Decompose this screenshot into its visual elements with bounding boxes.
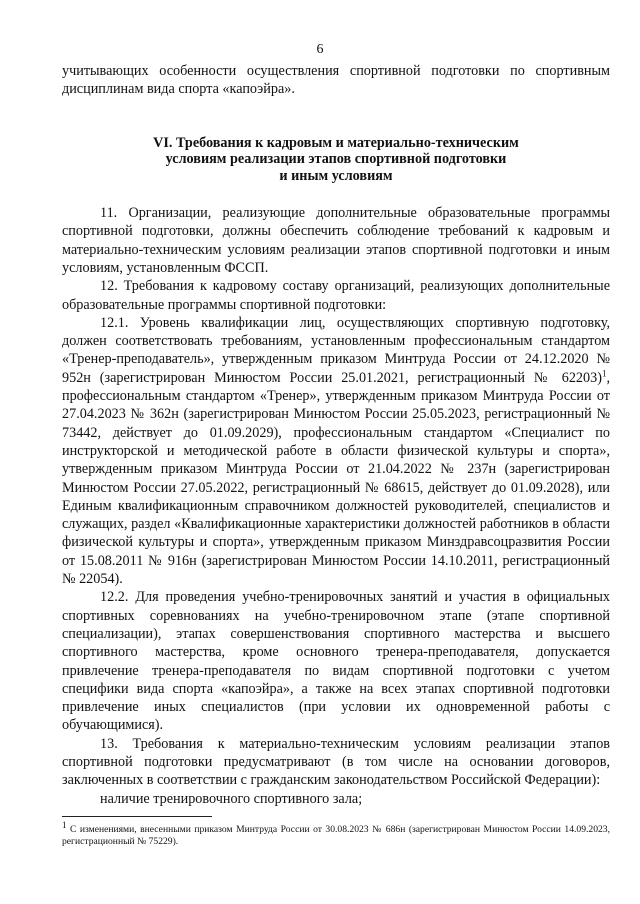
section-heading-line-3: и иным условиям	[279, 167, 393, 184]
section-heading-line-2: условиям реализации этапов спортивной подготовки	[165, 151, 507, 168]
paragraph-12-1-part-a: 12.1. Уровень квалификации лиц, осуществляющих спортивную подготовку, должен соответствовать требованиям, установленным профессиональным стандартом «Тренер-преподаватель», утвержденным приказом Минтруда России от 24.12.2020 № 952н (зарегистрирован Минюстом России 25.01.2021, регистрационный № 62203)	[62, 314, 610, 386]
footnote-marker: 1	[62, 819, 67, 830]
paragraph-12: 12. Требования к кадровому составу организаций, реализующих дополнительные образовательные программы спортивной подготовки:	[62, 278, 610, 313]
intro-paragraph: учитывающих особенности осуществления спортивной подготовки по спортивным дисциплинам вида спорта «капоэйра».	[62, 63, 610, 98]
footnote	[62, 819, 610, 848]
paragraph-12-1-part-b: , профессиональным стандартом «Тренер», утвержденным приказом Минтруда России от 27.04.2023 № 362н (зарегистрирован Минюстом России 25.05.2023, регистрационный № 73442, действует до 01.09.2029), профессиональным стандартом «Специалист по инструкторской и методической работе в области физической культуры и спорта», утвержденным приказом Минтруда России от 21.04.2022 № 237н (зарегистрирован Минюстом России 27.05.2022, регистрационный № 68615, действует до 01.09.2028), или Единым квалификационным справочником должностей руководителей, специалистов и служащих, раздел «Квалификационные характеристики должностей работников в области физической культуры и спорта», утвержденным приказом Минздравсоцразвития России от 15.08.2011 № 916н (зарегистрирован Минюстом России 14.10.2011, регистрационный № 22054).	[62, 369, 610, 588]
section-heading-line-1: VI. Требования к кадровым и материально-техническим	[153, 134, 519, 151]
footnote-reference: 1	[601, 368, 607, 379]
paragraph-12-1	[62, 314, 610, 588]
footnote-divider	[62, 816, 212, 817]
list-item-training-hall: наличие тренировочного спортивного зала;	[100, 790, 363, 807]
document-body	[62, 62, 610, 808]
section-heading	[62, 135, 610, 185]
page-number: 6	[316, 42, 324, 57]
footnote-text: С изменениями, внесенными приказом Минтруда России от 30.08.2023 № 686н (зарегистрирован Минюстом России 14.09.2023, регистрационный № 75229).	[62, 824, 610, 847]
paragraph-11: 11. Организации, реализующие дополнительные образовательные программы спортивной подготовки, должны обеспечить соблюдение требований к кадровым и материально-техническим условиям реализации этапов спортивной подготовки и иным условиям, установленным ФССП.	[62, 205, 610, 276]
paragraph-12-2: 12.2. Для проведения учебно-тренировочных занятий и участия в официальных спортивных соревнованиях на учебно-тренировочном этапе (этапе спортивной специализации), этапах совершенствования спортивного мастерства и высшего спортивного мастерства, кроме основного тренера-преподавателя, допускается привлечение тренера-преподавателя по видам спортивной подготовки с учетом специфики вида спорта «капоэйра», а также на всех этапах спортивной подготовки привлечение иных специалистов (при условии их одновременной работы с обучающимися).	[62, 589, 610, 734]
paragraph-13: 13. Требования к материально-техническим условиям реализации этапов спортивной подготовки предусматривают (в том числе на основании договоров, заключенных в соответствии с гражданским законодательством Российской Федерации):	[62, 735, 610, 789]
